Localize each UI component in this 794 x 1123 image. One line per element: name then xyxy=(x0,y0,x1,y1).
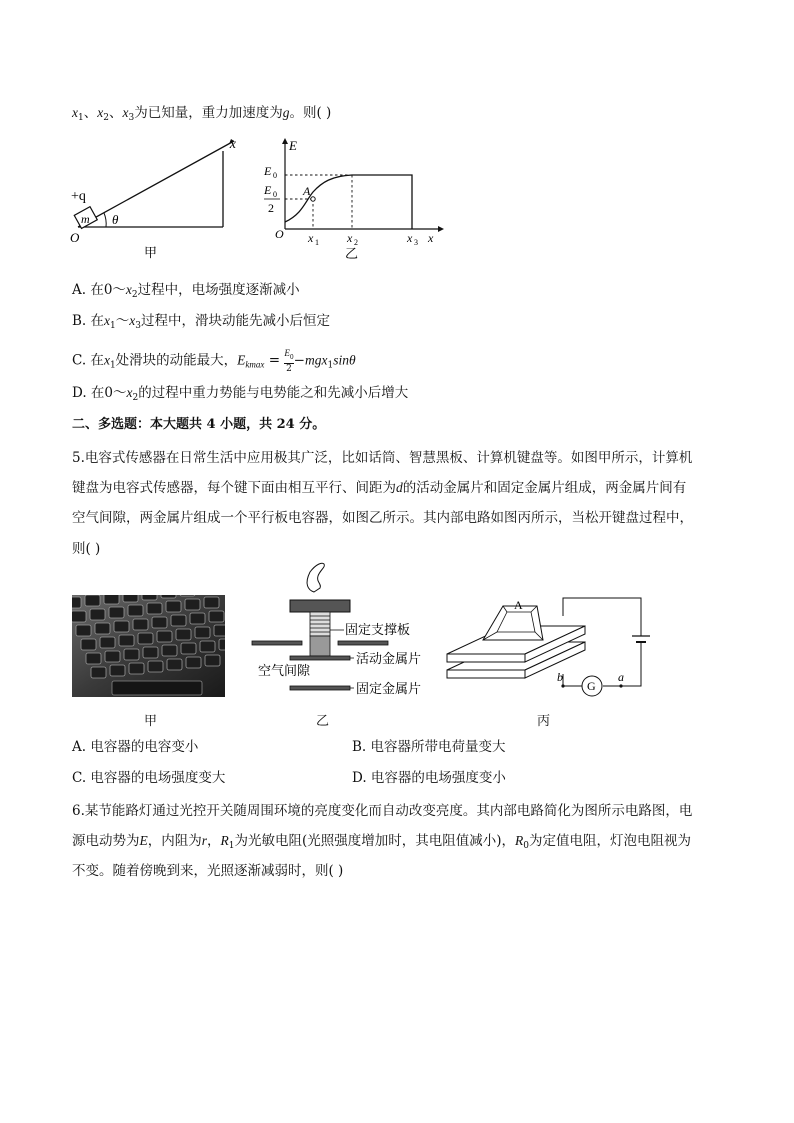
caption-jia: 甲 xyxy=(144,245,158,260)
keyboard-key xyxy=(142,595,157,600)
keyboard-key xyxy=(180,595,195,596)
keyboard-key xyxy=(209,611,224,622)
keyboard-key xyxy=(72,611,86,622)
e0-label: E xyxy=(264,164,272,178)
keyboard-key xyxy=(195,627,210,638)
q4-option-a: A. 在$0\sim x_2$过程中，电场强度逐渐减小 xyxy=(72,282,300,300)
half-e0-label: E xyxy=(264,183,272,197)
q4-option-c: C. 在$x_1$处滑块的动能最大，$E_{kmax} = E_0$ 2 −mgx$_1$sinθ xyxy=(72,348,356,374)
incline-x-label: x xyxy=(229,137,236,152)
keyboard-key xyxy=(219,639,225,650)
keyboard-key xyxy=(167,659,182,670)
key-structure-diagram xyxy=(250,560,440,700)
keyboard-key xyxy=(114,621,129,632)
keyboard-key xyxy=(124,649,139,660)
x2-label: x xyxy=(347,231,353,245)
q5-option-d: D. 电容器的电场强度变小 xyxy=(352,770,506,786)
theta-label: θ xyxy=(112,212,119,227)
keyboard-key xyxy=(85,595,100,606)
keyboard-key xyxy=(76,625,91,636)
half-e0-sub: 0 xyxy=(273,190,277,199)
label-movable-plate: 活动金属片 xyxy=(356,651,422,666)
keyboard-key xyxy=(162,645,177,656)
keyboard-key xyxy=(205,655,220,666)
keyboard-key xyxy=(186,657,201,668)
keyboard-key xyxy=(110,665,125,676)
q5-option-b: B. 电容器所带电荷量变大 xyxy=(352,739,506,755)
q6-line-1: 6.某节能路灯通过光控开关随周围环境的亮度变化而自动改变亮度。其内部电路简化为图所示电路图，电 xyxy=(72,803,693,819)
keyboard-key xyxy=(166,601,181,612)
q5-line-1: 5.电容式传感器在日常生活中应用极其广泛，比如话筒、智慧黑板、计算机键盘等。如图甲所示，计算机 xyxy=(72,450,693,466)
keyboard-key xyxy=(204,597,219,608)
q4-option-b: B. 在$x_1\sim x_3$过程中，滑块动能先减小后恒定 xyxy=(72,313,330,331)
point-a-label: A xyxy=(303,184,311,198)
svg-text:1: 1 xyxy=(315,238,319,247)
keyboard-key xyxy=(143,647,158,658)
figure-incline xyxy=(66,134,236,262)
origin-label: O xyxy=(70,230,80,245)
keyboard-key xyxy=(95,623,110,634)
keyboard-key xyxy=(91,667,106,678)
q5-line-2: 键盘为电容式传感器，每个键下面由相互平行、间距为d的活动金属片和固定金属片组成，两金属片间有 xyxy=(72,480,687,496)
q6-line-3: 不变。随着傍晚到来，光照逐渐减弱时，则( ) xyxy=(72,863,344,879)
e0-sub: 0 xyxy=(273,171,277,180)
keyboard-key xyxy=(214,625,225,636)
x1-label: x xyxy=(308,231,314,245)
label-air-gap: 空气间隙 xyxy=(258,663,311,678)
keyboard-photo xyxy=(72,595,225,697)
keyboard-key xyxy=(90,609,105,620)
q5-line-3: 空气间隙，两金属片组成一个平行板电容器，如图乙所示。其内部电路如图丙所示，当松开键盘过程中， xyxy=(72,510,693,526)
keyboard-key xyxy=(133,619,148,630)
keyboard-key xyxy=(119,635,134,646)
q5-option-c: C. 电容器的电场强度变大 xyxy=(72,770,226,786)
q4-option-d: D. 在$0\sim x_2$的过程中重力势能与电势能之和先减小后增大 xyxy=(72,385,409,403)
section-heading: 二、多选题：本大题共 4 小题，共 24 分。 xyxy=(72,417,326,432)
keyboard-key xyxy=(100,637,115,648)
keyboard-key xyxy=(86,653,101,664)
keyboard-key xyxy=(176,629,191,640)
keyboard-key xyxy=(72,597,81,608)
keyboard-key xyxy=(138,633,153,644)
graph-origin-label: O xyxy=(275,227,284,241)
label-fixed-support: 固定支撑板 xyxy=(345,622,411,637)
keyboard-key xyxy=(161,595,176,598)
keyboard-key xyxy=(200,641,215,652)
galvanometer-label: G xyxy=(587,679,596,693)
mass-label: m xyxy=(81,212,90,226)
figure-e-x-graph xyxy=(260,134,446,264)
capacitor-circuit-diagram xyxy=(445,592,655,697)
keyboard-key xyxy=(152,617,167,628)
keyboard-key xyxy=(157,631,172,642)
half-denominator: 2 xyxy=(268,201,274,215)
caption-yi-graph: 乙 xyxy=(345,246,359,261)
keyboard-key xyxy=(128,605,143,616)
keyboard-key xyxy=(109,607,124,618)
node-a-label: a xyxy=(618,670,624,684)
e-axis-label: E xyxy=(289,138,297,153)
caption-structure: 乙 xyxy=(316,714,330,729)
keyboard-key xyxy=(171,615,186,626)
keyboard-key xyxy=(185,599,200,610)
keyboard-key xyxy=(148,661,163,672)
svg-text:2: 2 xyxy=(354,238,358,247)
circuit-a-label: A xyxy=(514,598,523,612)
q5-line-4: 则( ) xyxy=(72,541,101,557)
q5-option-a: A. 电容器的电容变小 xyxy=(72,739,199,755)
svg-text:3: 3 xyxy=(414,238,418,247)
keyboard-key xyxy=(104,595,119,604)
caption-circuit: 丙 xyxy=(537,714,551,729)
charge-label: +q xyxy=(71,189,86,204)
keyboard-key xyxy=(190,613,205,624)
q4-stem: $x_1$、$x_2$、$x_3$为已知量，重力加速度为g。则( ) xyxy=(72,105,332,123)
x-axis-label: x xyxy=(428,231,434,245)
x3-label: x xyxy=(407,231,413,245)
keyboard-key xyxy=(105,651,120,662)
keyboard-key xyxy=(123,595,138,602)
keyboard-key xyxy=(129,663,144,674)
keyboard-key xyxy=(181,643,196,654)
keyboard-key xyxy=(147,603,162,614)
keyboard-key xyxy=(81,639,96,650)
q6-line-2: 源电动势为E，内阻为r，$R_1$为光敏电阻(光照强度增加时，其电阻值减小)，$R_0$为定值电阻，灯泡电阻视为 xyxy=(72,833,692,851)
node-b-label: b xyxy=(557,670,563,684)
caption-keyboard: 甲 xyxy=(144,714,158,729)
label-fixed-plate: 固定金属片 xyxy=(356,681,422,696)
